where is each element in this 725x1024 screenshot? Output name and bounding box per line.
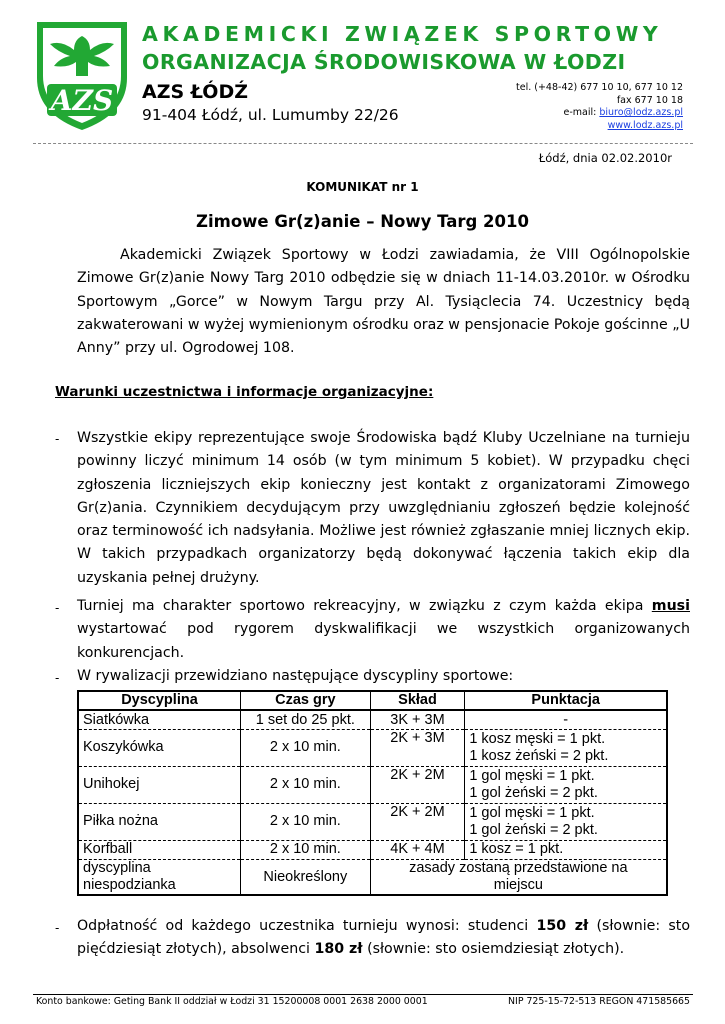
bullet-1: Wszystkie ekipy reprezentujące swoje Środowiska bądź Kluby Uczelniane na turnieju powinny liczyć minimum 14 osób (w tym minimum 5 kobiet). W przypadku chęci zgłoszenia liczniejszych ekip konieczny jest kontakt z organizatorami Zimowego Gr(z)ania. Czynnikiem decydującym przy uwzględnianiu zgłoszeń będzie kolejność oraz terminowość ich nadsyłania. Możliwe jest również zgłaszanie mniej licznych ekip. W takich przypadkach organizatorzy będą dokonywać łączenia takich ekip dla uzyskania pełnej drużyny.: [77, 430, 690, 586]
bullet-4: [77, 915, 690, 962]
bullet-marker: -: [55, 671, 60, 685]
table-row: [78, 859, 667, 895]
azs-logo: [33, 18, 131, 132]
intro-paragraph: [77, 244, 690, 360]
disciplines-table: [77, 690, 668, 896]
org-name-line1: AKADEMICKI ZWIĄZEK SPORTOWY: [142, 22, 663, 46]
scoring-cell: [465, 803, 667, 840]
table-header: Punktacja: [465, 691, 667, 710]
discipline-cell: Unihokej: [78, 766, 240, 803]
table-row: [78, 729, 667, 766]
date: Łódź, dnia 02.02.2010r: [538, 151, 672, 165]
bullet-marker: -: [55, 601, 60, 615]
squad-cell: 2K + 3M: [370, 729, 465, 766]
komunikat: KOMUNIKAT nr 1: [306, 180, 419, 194]
discipline-cell: Korfball: [78, 840, 240, 859]
scoring-line: 1 gol żeński = 2 pkt.: [469, 784, 598, 801]
discipline-line: niespodzianka: [83, 876, 176, 893]
org-name-line2: ORGANIZACJA ŚRODOWISKOWA W ŁODZI: [142, 50, 626, 74]
scoring-cell: [465, 729, 667, 766]
scoring-line: 1 kosz żeński = 2 pkt.: [469, 747, 609, 764]
scoring-line: 1 gol żeński = 2 pkt.: [469, 821, 598, 838]
contact-block: [516, 82, 683, 132]
www-link[interactable]: www.lodz.azs.pl: [607, 119, 683, 131]
bullet-2: [77, 595, 690, 665]
email-line: [516, 107, 683, 120]
bullet-2-emphasis: musi: [651, 598, 690, 614]
email-label: e-mail:: [563, 107, 597, 119]
table-row: [78, 766, 667, 803]
time-cell: 2 x 10 min.: [240, 803, 370, 840]
graduate-fee: 180 zł: [314, 941, 363, 958]
azs-name: AZS ŁÓDŹ: [142, 81, 249, 103]
squad-cell: 2K + 2M: [370, 766, 465, 803]
time-cell: 2 x 10 min.: [240, 766, 370, 803]
rules-cell: zasady zostaną przedstawione na miejscu: [409, 860, 628, 893]
bank-account: Konto bankowe: Geting Bank II oddział w Łodzi 31 15200008 0001 2638 2000 0001: [36, 996, 428, 1007]
squad-cell: 3K + 3M: [370, 710, 465, 729]
table-header: Dyscyplina: [78, 691, 240, 710]
discipline-cell: Siatkówka: [78, 710, 240, 729]
address: 91-404 Łódź, ul. Lumumby 22/26: [142, 106, 399, 124]
table-row: [78, 840, 667, 859]
bullet-marker: -: [55, 921, 60, 935]
squad-cell: 4K + 4M: [370, 840, 465, 859]
header-divider: [33, 143, 693, 144]
table-header-row: [78, 691, 667, 710]
discipline-cell: [78, 859, 240, 895]
time-cell: 2 x 10 min.: [240, 729, 370, 766]
time-cell: 1 set do 25 pkt.: [240, 710, 370, 729]
fee-text: (słownie: sto pięćdziesiąt złotych), absolwenci: [77, 918, 690, 958]
intro-text: Akademicki Związek Sportowy w Łodzi zawiadamia, że VIII Ogólnopolskie Zimowe Gr(z)anie Nowy Targ 2010 odbędzie się w dniach 11-14.03.2010r. w Ośrodku Sportowym „Gorce” w Nowym Targu przy Al. Tysiąclecia 74. Uczestnicy będą zakwaterowani w wyżej wymienionym ośrodku oraz w pensjonacie Pokoje gościnne „U Anny” przy ul. Ogrodowej 108.: [77, 247, 690, 357]
scoring-cell: [465, 766, 667, 803]
table-header: Skład: [370, 691, 465, 710]
section-heading: Warunki uczestnictwa i informacje organizacyjne:: [55, 384, 434, 400]
discipline-cell: Piłka nożna: [78, 803, 240, 840]
fee-text: Odpłatność od każdego uczestnika turnieju wynosi: studenci: [77, 918, 529, 934]
time-cell: Nieokreślony: [240, 859, 370, 895]
discipline-line: dyscyplina: [83, 860, 151, 877]
squad-cell: 2K + 2M: [370, 803, 465, 840]
table-row: [78, 710, 667, 729]
bullet-2-text: Turniej ma charakter sportowo rekreacyjny, w związku z czym każda ekipa: [77, 598, 644, 614]
table-header: Czas gry: [240, 691, 370, 710]
discipline-cell: Koszykówka: [78, 729, 240, 766]
footer-divider: [33, 994, 693, 995]
logo-text: AZS: [50, 84, 114, 117]
nip-regon: NIP 725-15-72-513 REGON 471585665: [508, 996, 690, 1007]
fee-text: (słownie: sto osiemdziesiąt złotych).: [367, 941, 625, 958]
scoring-cell: -: [465, 710, 667, 729]
scoring-line: 1 gol męski = 1 pkt.: [469, 768, 595, 784]
fax: fax 677 10 18: [616, 94, 683, 106]
bullet-marker: -: [55, 432, 60, 446]
time-cell: 2 x 10 min.: [240, 840, 370, 859]
bullet-2-text-end: wystartować pod rygorem dyskwalifikacji we wszystkich organizowanych konkurencjach.: [77, 621, 690, 661]
document-title: Zimowe Gr(z)anie – Nowy Targ 2010: [196, 212, 529, 231]
tel: tel. (+48-42) 677 10 10, 677 10 12: [516, 82, 683, 93]
scoring-line: 1 kosz męski = 1 pkt.: [469, 731, 606, 747]
email-link[interactable]: biuro@lodz.azs.pl: [599, 107, 683, 119]
scoring-cell: 1 kosz = 1 pkt.: [465, 840, 667, 859]
table-row: [78, 803, 667, 840]
bullet-3: W rywalizacji przewidziano następujące dyscypliny sportowe:: [77, 668, 514, 684]
scoring-line: 1 gol męski = 1 pkt.: [469, 805, 595, 821]
student-fee: 150 zł: [536, 918, 589, 934]
